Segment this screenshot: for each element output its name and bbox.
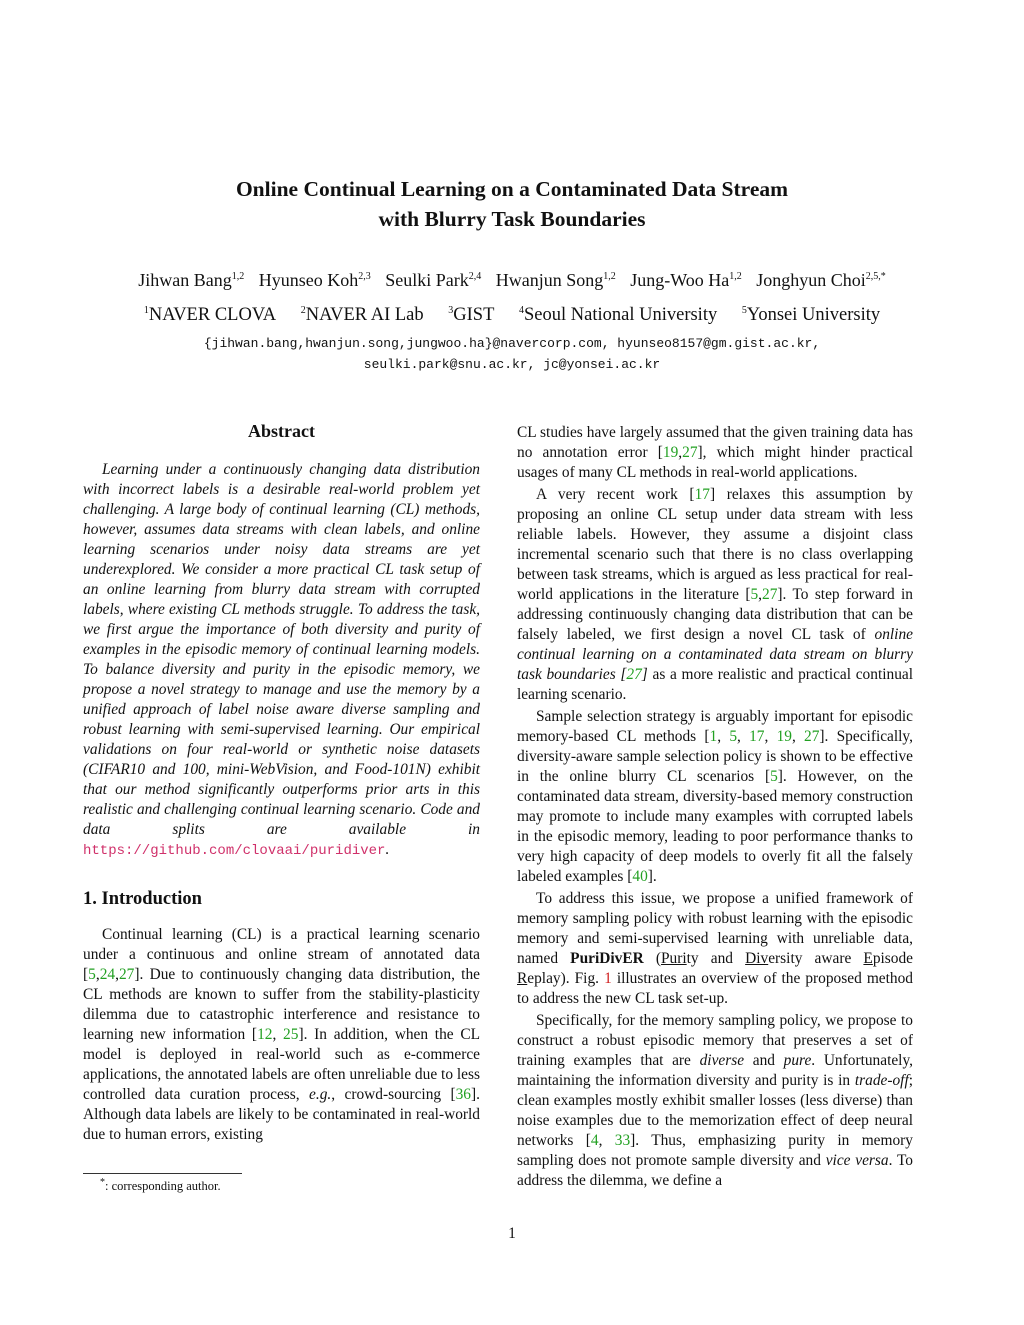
paragraph: To address this issue, we propose a unified framework of memory sampling policy with robust learning with the episodic memory and semi-supervised learning with unreliable data, named PuriDivER (Purity and Diversity aware Episode Replay). Fig. 1 illustrates an overview of the proposed method to address the new CL task set-up. [517,890,914,1007]
paragraph: Sample selection strategy is arguably important for episodic memory-based CL methods [1, 5, 17, 19, 27]. Specifically, diversity-aware sample selection policy is shown to be effective in the online blurry CL scenarios [5]. However, on the contaminated data stream, diversity-based memory construction may promote to include many examples with corrupted labels in the episodic memory, leading to poor performance thanks to very high capacity of deep models to overly fit all the falsely labeled examples [40]. [517,708,913,885]
section-heading-introduction: 1. Introduction [83,889,202,909]
citation[interactable]: 27 [118,966,135,983]
citation[interactable]: 5 [88,966,96,983]
author: Jung-Woo Ha$^{1,2}$ [630,270,742,290]
paragraph: Specifically, for the memory sampling policy, we propose to construct a robust episodic memory that preserves a set of training examples that are diverse and pure. Unfortunately, maintaining the information diversity and purity is in trade-off; clean examples mostly exhibit smaller losses (less diverse) than noise examples due to the memorization effect of deep neural networks [4, 33]. Thus, emphasizing purity in memory sampling does not promote sample diversity and vice versa. To address the dilemma, we define a [517,1012,914,1189]
paragraph: A very recent work [17] relaxes this assumption by proposing an online CL setup under data stream with less reliable labels. However, they assume a disjoint class incremental scenario such that there is no class overlapping between task streams, which is argued as less practical for real-world applications in the literature [5,27]. To step forward in addressing continuously changing data distribution that can be falsely labeled, we first design a novel CL task of online continual learning on a contaminated data stream on blurry task boundaries [27] as a more realistic and practical continual learning scenario. [517,486,913,703]
citation[interactable]: 5 [750,586,759,603]
page-number: 1 [508,1225,516,1242]
abstract-text: Learning under a continuously changing data distribution with incorrect labels is a desirable real-world problem yet challenging. A large body of continual learning (CL) methods, however, assumes data streams with clean labels, and online learning scenarios under noisy data streams are yet underexplored. We consider a more practical CL task setup of an online learning from blurry data stream with corrupted labels, where existing CL methods struggle. To address the task, we first argue the importance of both diversity and purity of examples in the episodic memory of continual learning models. To balance diversity and purity in the episodic memory, we propose a novel strategy to manage and use the memory by a unified approach of label noise aware diverse sampling and robust learning with semi-supervised learning. Our empirical validations on four real-world or synthetic noise datasets (CIFAR10 and 100, mini-WebVision, and Food-101N) exhibit that our method significantly outperforms prior arts in this realistic and challenging continual learning scenario. Code and data splits are available in https://github.com/clovaai/puridiver. [83,461,480,859]
affiliation-list [0,302,1024,328]
author-list [0,268,1024,292]
author: Jihwan Bang$^{1,2}$ [138,270,245,290]
method-name: PuriDivER [570,950,644,967]
citation[interactable]: 36 [455,1086,471,1103]
citation[interactable]: 27 [762,586,778,603]
citation[interactable]: 27 [804,728,820,745]
email-list [0,333,1024,375]
abstract-heading: Abstract [248,421,315,441]
citation[interactable]: 17 [749,728,765,745]
footnote-divider [83,1173,242,1174]
author: Hwanjun Song$^{1,2}$ [495,270,616,290]
footnote: *: corresponding author. [100,1176,221,1193]
paper-title [0,174,1024,234]
citation[interactable]: 4 [590,1132,599,1149]
citation[interactable]: 27 [682,444,698,461]
citation[interactable]: 5 [770,768,778,785]
citation[interactable]: 1 [709,728,718,745]
citation[interactable]: 5 [729,728,738,745]
title-line-1: Online Continual Learning on a Contaminated Data Stream [235,177,789,201]
figure-reference[interactable]: 1 [604,970,612,987]
affiliation: $^4$Seoul National University [519,304,718,325]
citation[interactable]: 17 [694,486,710,503]
affiliation: $^1$NAVER CLOVA [143,304,277,325]
author: Hyunseo Koh$^{2,3}$ [258,270,371,290]
citation[interactable]: 24 [99,966,116,983]
citation[interactable]: 27 [626,666,642,683]
affiliation: $^2$NAVER AI Lab [300,304,424,325]
code-link[interactable]: https://github.com/clovaai/puridiver [83,843,386,859]
left-column [83,420,480,1145]
intro-paragraph: Continual learning (CL) is a practical learning scenario under a continuous and online stream of annotated data [5,24,27]. Due to continuously changing data distribution, the CL methods are known to suffer from the stability-plasticity dilemma due to catastrophic interference and resistance to learning new information [12, 25]. In addition, when the CL model is deployed in real-world such as e-commerce applications, the annotated labels are often unreliable due to less controlled data curation process, e.g., crowd-sourcing [36]. Although data labels are likely to be contaminated in real-world due to human errors, existing [83,926,480,1143]
citation[interactable]: 12 [257,1026,273,1043]
author: Jonghyun Choi$^{2,5,*}$ [756,270,886,290]
citation[interactable]: 19 [776,728,792,745]
email-line-2: seulki.park@snu.ac.kr, jc@yonsei.ac.kr [363,357,661,372]
title-line-2: with Blurry Task Boundaries [378,207,646,231]
citation[interactable]: 19 [662,444,679,461]
affiliation: $^3$GIST [448,304,495,325]
author: Seulki Park$^{2,4}$ [385,270,482,290]
email-line-1: {jihwan.bang,hwanjun.song,jungwoo.ha}@navercorp.com, hyunseo8157@gm.gist.ac.kr, [203,336,821,351]
affiliation: $^5$Yonsei University [741,304,881,325]
citation[interactable]: 40 [632,868,648,885]
citation[interactable]: 25 [283,1026,299,1043]
right-column [517,423,913,1191]
paragraph: CL studies have largely assumed that the given training data has no annotation error [19,27], which might hinder practical usages of many CL methods in real-world applications. [517,424,913,481]
citation[interactable]: 33 [614,1132,631,1149]
